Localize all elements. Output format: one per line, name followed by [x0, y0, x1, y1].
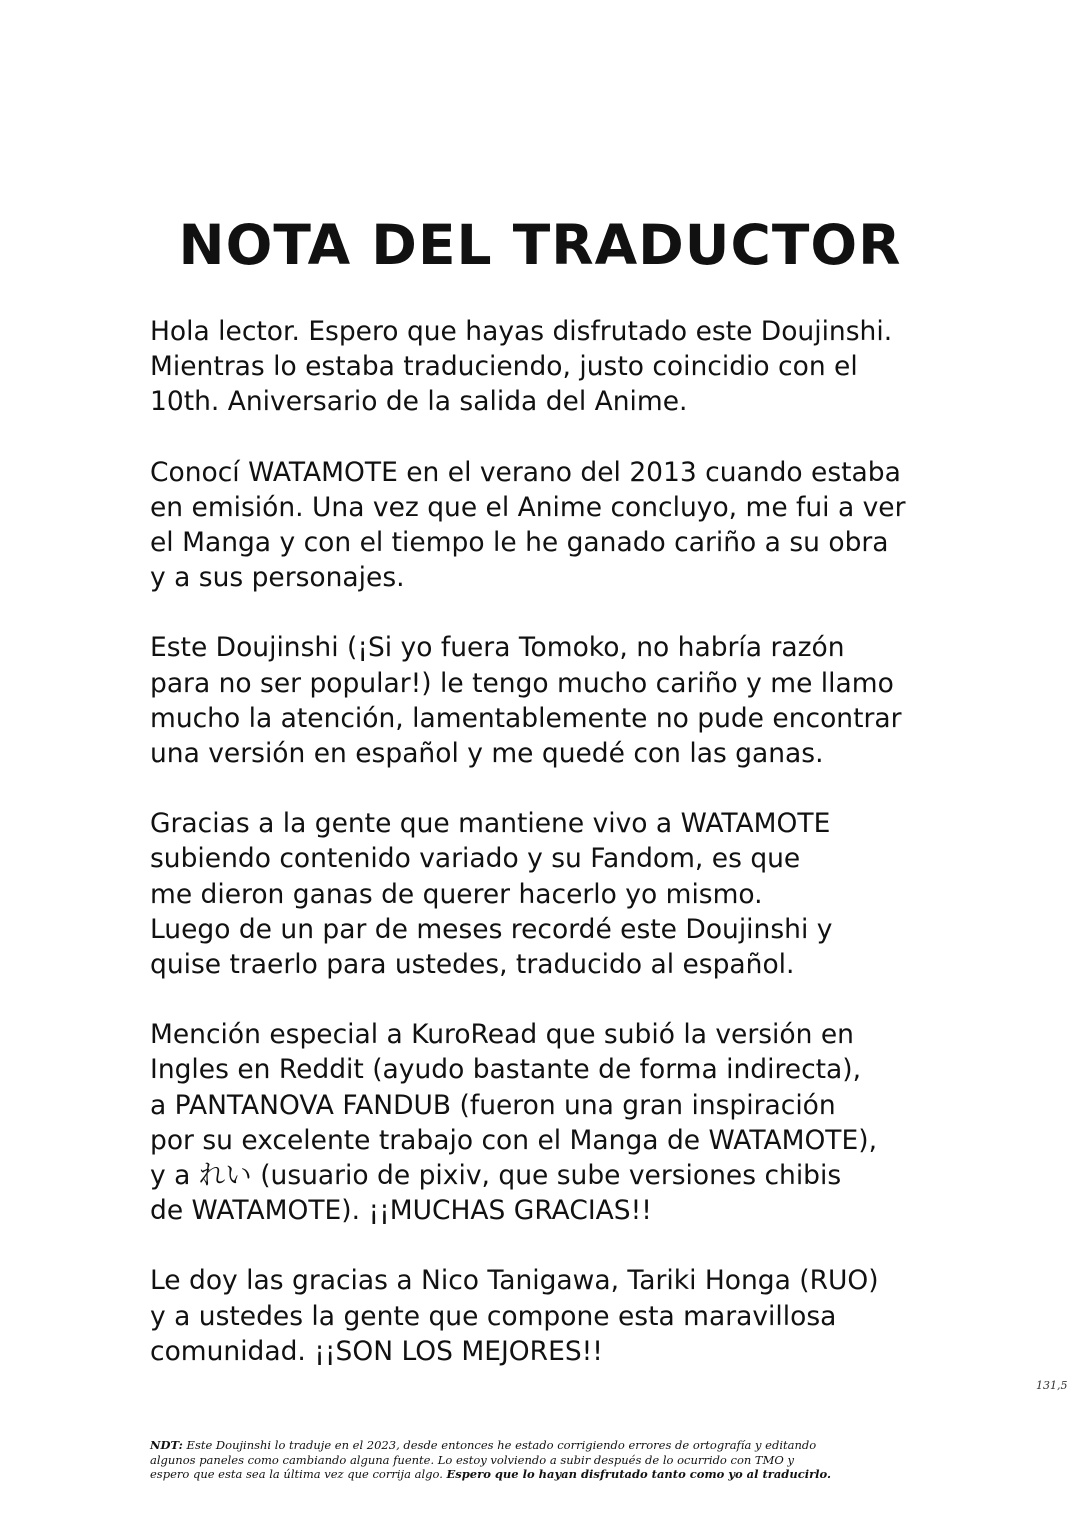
paragraph-doujinshi: [150, 630, 950, 771]
text-line: mucho la atención, lamentablemente no pude encontrar: [150, 702, 902, 734]
paragraph-final-thanks: [150, 1263, 950, 1369]
text-line: el Manga y con el tiempo le he ganado cariño a su obra: [150, 527, 889, 559]
text-line: Este Doujinshi (¡Si yo fuera Tomoko, no habría razón: [150, 632, 845, 664]
text-line: Le doy las gracias a Nico Tanigawa, Tariki Honga (RUO): [150, 1265, 879, 1297]
footnote-closing: Espero que lo hayan disfrutado tanto como yo al traducirlo.: [446, 1467, 831, 1481]
text-line: Ingles en Reddit (ayudo bastante de forma indirecta),: [150, 1054, 862, 1086]
footnote-line: [150, 1438, 950, 1453]
page-title: NOTA DEL TRADUCTOR: [178, 213, 902, 277]
text-line: Hola lector. Espero que hayas disfrutado este Doujinshi.: [150, 316, 893, 347]
text-line: Mientras lo estaba traduciendo, justo coincidio con el: [150, 351, 858, 383]
text-line: para no ser popular!) le tengo mucho cariño y me llamo: [150, 667, 894, 699]
translator-footnote: [150, 1438, 950, 1482]
text-line: por su excelente trabajo con el Manga de WATAMOTE),: [150, 1124, 877, 1156]
text-line: y a ustedes la gente que compone esta maravillosa: [150, 1300, 837, 1332]
page-number: 131,5: [1036, 1379, 1068, 1392]
footnote-label: NDT:: [150, 1438, 183, 1452]
footnote-text: Este Doujinshi lo traduje en el 2023, desde entonces he estado corrigiendo errores de ortografía y editando: [182, 1438, 817, 1452]
footnote-line: [150, 1467, 950, 1482]
text-line: Luego de un par de meses recordé este Doujinshi y: [150, 913, 833, 945]
text-line: Conocí WATAMOTE en el verano del 2013 cuando estaba: [150, 456, 901, 488]
text-line: 10th. Aniversario de la salida del Anime.: [150, 386, 688, 418]
footnote-line: algunos paneles como cambiando alguna fuente. Lo estoy volviendo a subir después de lo ocurrido con TMO y: [150, 1452, 794, 1467]
paragraph-thanks-community: [150, 806, 950, 982]
text-line: me dieron ganas de querer hacerlo yo mismo.: [150, 878, 763, 910]
footnote-text: espero que esta sea la última vez que corrija algo.: [150, 1467, 447, 1481]
text-line: Mención especial a KuroRead que subió la versión en: [150, 1019, 854, 1051]
text-line: subiendo contenido variado y su Fandom, es que: [150, 843, 801, 875]
paragraph-discovery: [150, 455, 950, 596]
text-line: una versión en español y me quedé con las ganas.: [150, 738, 824, 770]
text-line: Gracias a la gente que mantiene vivo a WATAMOTE: [150, 808, 831, 840]
text-line: a PANTANOVA FANDUB (fueron una gran inspiración: [150, 1089, 836, 1121]
text-line: de WATAMOTE). ¡¡MUCHAS GRACIAS!!: [150, 1195, 652, 1227]
translator-note-body: [150, 314, 950, 1404]
text-line: en emisión. Una vez que el Anime concluyo, me fui a ver: [150, 491, 906, 523]
text-line: y a sus personajes.: [150, 562, 405, 594]
paragraph-greeting: [150, 314, 950, 420]
text-line: comunidad. ¡¡SON LOS MEJORES!!: [150, 1335, 603, 1367]
text-line: quise traerlo para ustedes, traducido al español.: [150, 949, 795, 981]
text-line: y a れい (usuario de pixiv, que sube versiones chibis: [150, 1160, 842, 1192]
paragraph-special-mention: [150, 1017, 950, 1228]
